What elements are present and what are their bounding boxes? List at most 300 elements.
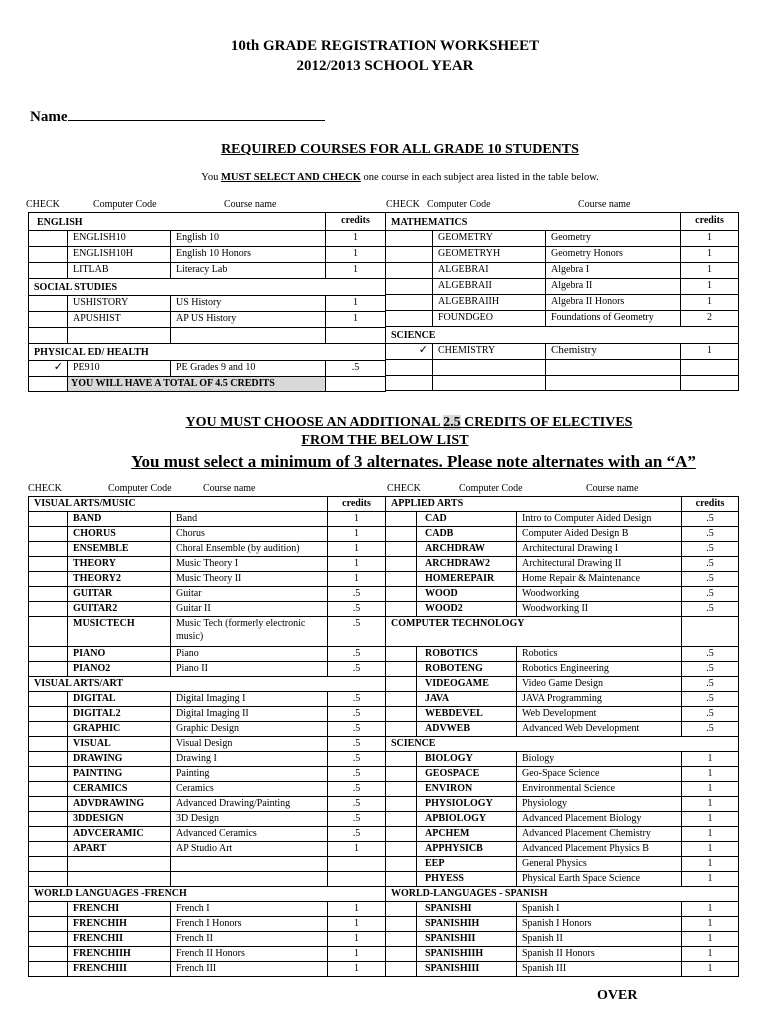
table-row — [29, 827, 386, 842]
course-code: ALGEBRAIIH — [433, 295, 546, 311]
check-box[interactable] — [29, 263, 68, 279]
check-box[interactable] — [29, 587, 68, 602]
check-box[interactable] — [29, 231, 68, 247]
check-box[interactable] — [386, 231, 433, 247]
course-name: Choral Ensemble (by audition) — [171, 542, 328, 557]
check-box[interactable] — [386, 962, 417, 977]
table-row — [29, 857, 386, 872]
table-row — [29, 231, 386, 247]
course-credits: 1 — [682, 857, 739, 872]
check-box[interactable] — [386, 782, 417, 797]
course-name: Algebra II Honors — [546, 295, 681, 311]
check-box[interactable] — [386, 602, 417, 617]
check-box[interactable] — [29, 572, 68, 587]
course-credits: 1 — [681, 247, 739, 263]
course-name: French II Honors — [171, 947, 328, 962]
table-row — [386, 572, 739, 587]
course-credits: .5 — [328, 602, 386, 617]
check-box[interactable] — [29, 917, 68, 932]
course-credits: 1 — [328, 902, 386, 917]
course-credits: 1 — [326, 312, 386, 328]
check-box[interactable] — [29, 902, 68, 917]
course-name — [546, 376, 681, 391]
check-box[interactable] — [29, 857, 68, 872]
course-name: Advanced Web Development — [517, 722, 682, 737]
instruction-emphasis: MUST SELECT AND CHECK — [220, 172, 361, 183]
table-row — [386, 707, 739, 722]
table-row — [29, 797, 386, 812]
course-credits: 1 — [328, 917, 386, 932]
course-credits: 1 — [326, 231, 386, 247]
course-code: DRAWING — [68, 752, 171, 767]
school-year-title: 2012/2013 SCHOOL YEAR — [296, 58, 474, 74]
course-credits: 1 — [682, 752, 739, 767]
instruction-post: one course in each subject area listed in the table below. — [360, 172, 599, 183]
course-credits — [328, 872, 386, 887]
course-credits: .5 — [682, 722, 739, 737]
table-row — [386, 376, 739, 391]
table-row — [386, 247, 739, 263]
course-name: AP Studio Art — [171, 842, 328, 857]
course-name: Advanced Ceramics — [171, 827, 328, 842]
check-box[interactable] — [29, 872, 68, 887]
table-row — [386, 692, 739, 707]
course-name: Visual Design — [171, 737, 328, 752]
over-label: OVER — [597, 988, 638, 1003]
course-credits: .5 — [328, 797, 386, 812]
table-row — [386, 497, 739, 512]
table-row — [29, 213, 386, 231]
course-credits: 1 — [328, 512, 386, 527]
course-code: FOUNDGEO — [433, 311, 546, 327]
check-box[interactable] — [29, 767, 68, 782]
course-name: Guitar — [171, 587, 328, 602]
table-row — [386, 360, 739, 376]
table-row — [29, 647, 386, 662]
check-box[interactable] — [386, 279, 433, 295]
check-box[interactable] — [386, 263, 433, 279]
course-credits: 1 — [681, 263, 739, 279]
table-row — [386, 587, 739, 602]
course-credits: 1 — [681, 279, 739, 295]
check-box[interactable] — [386, 902, 417, 917]
course-credits: 1 — [328, 572, 386, 587]
required-left-table — [28, 212, 386, 392]
course-credits: .5 — [682, 707, 739, 722]
check-box[interactable] — [29, 752, 68, 767]
course-name: PE Grades 9 and 10 — [171, 361, 326, 377]
course-credits: .5 — [682, 572, 739, 587]
section-english: ENGLISH — [29, 213, 326, 231]
check-box[interactable] — [29, 827, 68, 842]
course-name: Woodworking — [517, 587, 682, 602]
course-credits: .5 — [682, 677, 739, 692]
table-row — [386, 737, 739, 752]
check-box[interactable] — [386, 947, 417, 962]
course-code: ENVIRON — [417, 782, 517, 797]
course-code: DIGITAL — [68, 692, 171, 707]
course-code — [68, 857, 171, 872]
course-code — [68, 872, 171, 887]
table-row — [386, 231, 739, 247]
elec-left-col-name: Course name — [203, 483, 256, 494]
course-name: French III — [171, 962, 328, 977]
section-physical-ed: PHYSICAL ED/ HEALTH — [29, 344, 386, 361]
table-row — [386, 962, 739, 977]
table-row — [386, 602, 739, 617]
course-name: Biology — [517, 752, 682, 767]
course-code: APART — [68, 842, 171, 857]
check-box[interactable] — [29, 947, 68, 962]
check-box[interactable] — [386, 722, 417, 737]
course-name: Music Theory II — [171, 572, 328, 587]
table-row — [29, 677, 386, 692]
table-row — [386, 947, 739, 962]
course-credits: .5 — [328, 617, 386, 647]
req-left-col-check: CHECK — [26, 199, 60, 210]
check-box[interactable] — [29, 782, 68, 797]
check-box[interactable] — [29, 692, 68, 707]
check-box[interactable] — [386, 662, 417, 677]
course-credits: .5 — [328, 782, 386, 797]
electives-pre: YOU MUST CHOOSE AN ADDITIONAL — [185, 415, 444, 430]
required-instruction — [0, 172, 770, 183]
check-box[interactable] — [386, 572, 417, 587]
table-row — [386, 812, 739, 827]
table-row — [386, 767, 739, 782]
check-box[interactable]: ✓ — [386, 344, 433, 360]
check-box[interactable] — [29, 962, 68, 977]
check-box[interactable] — [29, 247, 68, 263]
course-credits: .5 — [328, 662, 386, 677]
course-code: GUITAR2 — [68, 602, 171, 617]
course-name — [171, 857, 328, 872]
course-name: AP US History — [171, 312, 326, 328]
section-computer-technology: COMPUTER TECHNOLOGY — [386, 617, 682, 647]
table-row — [29, 557, 386, 572]
check-box[interactable] — [386, 376, 433, 391]
course-credits: 1 — [326, 296, 386, 312]
credits-header: credits — [328, 497, 386, 512]
course-credits: .5 — [682, 557, 739, 572]
electives-heading — [0, 415, 770, 431]
electives-post: CREDITS OF ELECTIVES — [460, 415, 633, 430]
course-credits: .5 — [328, 647, 386, 662]
table-row — [29, 782, 386, 797]
course-credits: 1 — [328, 557, 386, 572]
course-code: CAD — [417, 512, 517, 527]
check-box[interactable] — [386, 360, 433, 376]
table-row — [29, 344, 386, 361]
check-box[interactable] — [29, 842, 68, 857]
course-credits: 1 — [682, 827, 739, 842]
check-box[interactable] — [386, 857, 417, 872]
check-box[interactable] — [29, 296, 68, 312]
instruction-pre: You — [201, 172, 221, 183]
course-name: French I — [171, 902, 328, 917]
table-row — [29, 767, 386, 782]
table-row — [29, 296, 386, 312]
total-credits-note: YOU WILL HAVE A TOTAL OF 4.5 CREDITS — [68, 377, 326, 392]
section-visual-arts-music: VISUAL ARTS/MUSIC — [29, 497, 328, 512]
check-box[interactable] — [29, 812, 68, 827]
course-credits: .5 — [682, 587, 739, 602]
check-box[interactable] — [29, 647, 68, 662]
course-credits: .5 — [682, 662, 739, 677]
course-code: PE910 — [68, 361, 171, 377]
course-code: DIGITAL2 — [68, 707, 171, 722]
section-french: WORLD LANGUAGES -FRENCH — [29, 887, 386, 902]
check-box[interactable] — [386, 872, 417, 887]
course-code: GEOMETRYH — [433, 247, 546, 263]
table-row — [29, 497, 386, 512]
course-name: Painting — [171, 767, 328, 782]
course-name: Advanced Placement Physics B — [517, 842, 682, 857]
course-name: Geometry — [546, 231, 681, 247]
check-box[interactable] — [386, 692, 417, 707]
check-box[interactable] — [386, 842, 417, 857]
course-code: FRENCHII — [68, 932, 171, 947]
course-code: WOOD — [417, 587, 517, 602]
course-credits: .5 — [328, 737, 386, 752]
course-credits: 1 — [682, 902, 739, 917]
course-name: Algebra I — [546, 263, 681, 279]
table-row — [386, 617, 739, 647]
course-name: French II — [171, 932, 328, 947]
course-code: APUSHIST — [68, 312, 171, 328]
check-box[interactable] — [386, 527, 417, 542]
table-row — [29, 917, 386, 932]
course-name: Physiology — [517, 797, 682, 812]
course-name: Spanish II — [517, 932, 682, 947]
course-code: ENSEMBLE — [68, 542, 171, 557]
course-code: ARCHDRAW2 — [417, 557, 517, 572]
course-name: Graphic Design — [171, 722, 328, 737]
table-row — [386, 932, 739, 947]
course-name: Band — [171, 512, 328, 527]
check-box[interactable] — [29, 328, 68, 344]
check-box[interactable] — [29, 932, 68, 947]
section-applied-arts: APPLIED ARTS — [386, 497, 682, 512]
course-code: FRENCHIIH — [68, 947, 171, 962]
course-credits: 1 — [682, 842, 739, 857]
course-code: THEORY — [68, 557, 171, 572]
course-name: Chemistry — [546, 344, 681, 360]
course-credits: 1 — [681, 295, 739, 311]
course-code: CERAMICS — [68, 782, 171, 797]
name-label: Name — [30, 109, 68, 125]
course-credits: 1 — [682, 767, 739, 782]
course-credits: .5 — [682, 647, 739, 662]
check-box[interactable] — [386, 797, 417, 812]
electives-credits-highlight: 2.5 — [443, 415, 461, 430]
check-box[interactable] — [386, 295, 433, 311]
table-row — [29, 692, 386, 707]
course-code: PHYSIOLOGY — [417, 797, 517, 812]
table-row — [29, 587, 386, 602]
course-name: General Physics — [517, 857, 682, 872]
course-name: Advanced Drawing/Painting — [171, 797, 328, 812]
course-credits: .5 — [328, 752, 386, 767]
table-row — [29, 962, 386, 977]
table-row — [29, 527, 386, 542]
check-box[interactable] — [386, 827, 417, 842]
credits-header: credits — [681, 213, 739, 231]
check-box[interactable] — [29, 722, 68, 737]
name-underline[interactable] — [68, 106, 325, 121]
course-name: Foundations of Geometry — [546, 311, 681, 327]
course-code: APBIOLOGY — [417, 812, 517, 827]
course-credits: .5 — [328, 692, 386, 707]
table-row — [386, 295, 739, 311]
course-credits: 1 — [682, 782, 739, 797]
check-box[interactable] — [386, 587, 417, 602]
table-row — [29, 722, 386, 737]
section-science-electives: SCIENCE — [386, 737, 739, 752]
table-row — [29, 617, 386, 647]
course-credits: 1 — [681, 231, 739, 247]
check-box[interactable] — [29, 527, 68, 542]
course-credits: .5 — [682, 602, 739, 617]
course-credits: 1 — [328, 947, 386, 962]
check-box[interactable] — [386, 512, 417, 527]
course-credits: 1 — [682, 797, 739, 812]
check-box[interactable] — [386, 557, 417, 572]
table-row — [29, 737, 386, 752]
course-credits: .5 — [326, 361, 386, 377]
course-code: GEOMETRY — [433, 231, 546, 247]
course-name: Computer Aided Design B — [517, 527, 682, 542]
course-name: French I Honors — [171, 917, 328, 932]
table-row — [29, 263, 386, 279]
check-box[interactable] — [386, 812, 417, 827]
course-code: PHYESS — [417, 872, 517, 887]
check-box[interactable] — [386, 647, 417, 662]
course-name — [171, 872, 328, 887]
course-name: Geometry Honors — [546, 247, 681, 263]
table-row — [386, 327, 739, 344]
course-credits: 1 — [682, 947, 739, 962]
course-credits: .5 — [682, 527, 739, 542]
course-credits: 1 — [328, 932, 386, 947]
req-right-col-check: CHECK — [386, 199, 420, 210]
table-row — [29, 842, 386, 857]
table-row — [386, 311, 739, 327]
course-credits — [326, 377, 386, 392]
course-code: ROBOTENG — [417, 662, 517, 677]
course-credits: 1 — [682, 812, 739, 827]
required-right-table — [385, 212, 739, 391]
course-code: ROBOTICS — [417, 647, 517, 662]
course-code: FRENCHIH — [68, 917, 171, 932]
course-credits: .5 — [328, 812, 386, 827]
course-name: Guitar II — [171, 602, 328, 617]
worksheet-title: 10th GRADE REGISTRATION WORKSHEET — [230, 38, 540, 54]
course-code: SPANISHII — [417, 932, 517, 947]
table-row — [386, 917, 739, 932]
course-code: EEP — [417, 857, 517, 872]
course-credits: .5 — [682, 542, 739, 557]
check-box[interactable] — [29, 542, 68, 557]
course-name: Piano — [171, 647, 328, 662]
course-name: Algebra II — [546, 279, 681, 295]
check-box[interactable] — [29, 512, 68, 527]
table-row — [386, 842, 739, 857]
course-name: Literacy Lab — [171, 263, 326, 279]
check-box[interactable] — [386, 932, 417, 947]
check-box[interactable]: ✓ — [29, 361, 68, 377]
check-box[interactable] — [29, 377, 68, 392]
check-box[interactable] — [386, 677, 417, 692]
table-row — [386, 542, 739, 557]
name-field[interactable] — [30, 106, 325, 126]
course-name: Architectural Drawing II — [517, 557, 682, 572]
table-row — [386, 512, 739, 527]
course-code: WEBDEVEL — [417, 707, 517, 722]
table-row — [386, 827, 739, 842]
table-row — [29, 542, 386, 557]
table-row — [386, 647, 739, 662]
course-name: Environmental Science — [517, 782, 682, 797]
course-code: CADB — [417, 527, 517, 542]
table-row — [386, 782, 739, 797]
required-heading: REQUIRED COURSES FOR ALL GRADE 10 STUDENTS — [221, 142, 579, 157]
course-credits: 1 — [326, 247, 386, 263]
course-code: PIANO — [68, 647, 171, 662]
course-code: WOOD2 — [417, 602, 517, 617]
course-name: Architectural Drawing I — [517, 542, 682, 557]
check-box[interactable] — [29, 662, 68, 677]
check-box[interactable] — [29, 312, 68, 328]
course-code: USHISTORY — [68, 296, 171, 312]
check-box[interactable] — [29, 602, 68, 617]
section-science: SCIENCE — [386, 327, 739, 344]
check-box[interactable] — [29, 617, 68, 647]
course-code: JAVA — [417, 692, 517, 707]
course-credits: 1 — [682, 917, 739, 932]
course-name: Music Tech (formerly electronic music) — [171, 617, 328, 647]
electives-subheading: FROM THE BELOW LIST — [301, 433, 469, 448]
check-box[interactable] — [29, 737, 68, 752]
check-box[interactable] — [386, 752, 417, 767]
course-code: ENGLISH10H — [68, 247, 171, 263]
table-row — [29, 279, 386, 296]
check-box[interactable] — [386, 767, 417, 782]
table-row — [29, 512, 386, 527]
check-box[interactable] — [386, 917, 417, 932]
course-name: Video Game Design — [517, 677, 682, 692]
check-box[interactable] — [386, 311, 433, 327]
check-box[interactable] — [29, 797, 68, 812]
table-row — [386, 872, 739, 887]
course-name: Home Repair & Maintenance — [517, 572, 682, 587]
check-box[interactable] — [386, 707, 417, 722]
table-row — [386, 752, 739, 767]
check-box[interactable] — [386, 542, 417, 557]
course-code: CHORUS — [68, 527, 171, 542]
course-name: Piano II — [171, 662, 328, 677]
course-name: Intro to Computer Aided Design — [517, 512, 682, 527]
check-box[interactable] — [29, 707, 68, 722]
elec-left-col-code: Computer Code — [108, 483, 172, 494]
course-credits: 1 — [681, 344, 739, 360]
check-box[interactable] — [386, 247, 433, 263]
check-box[interactable] — [29, 557, 68, 572]
course-code: ADVDRAWING — [68, 797, 171, 812]
course-credits — [682, 617, 739, 647]
section-spanish: WORLD-LANGUAGES - SPANISH — [386, 887, 739, 902]
course-name: Chorus — [171, 527, 328, 542]
